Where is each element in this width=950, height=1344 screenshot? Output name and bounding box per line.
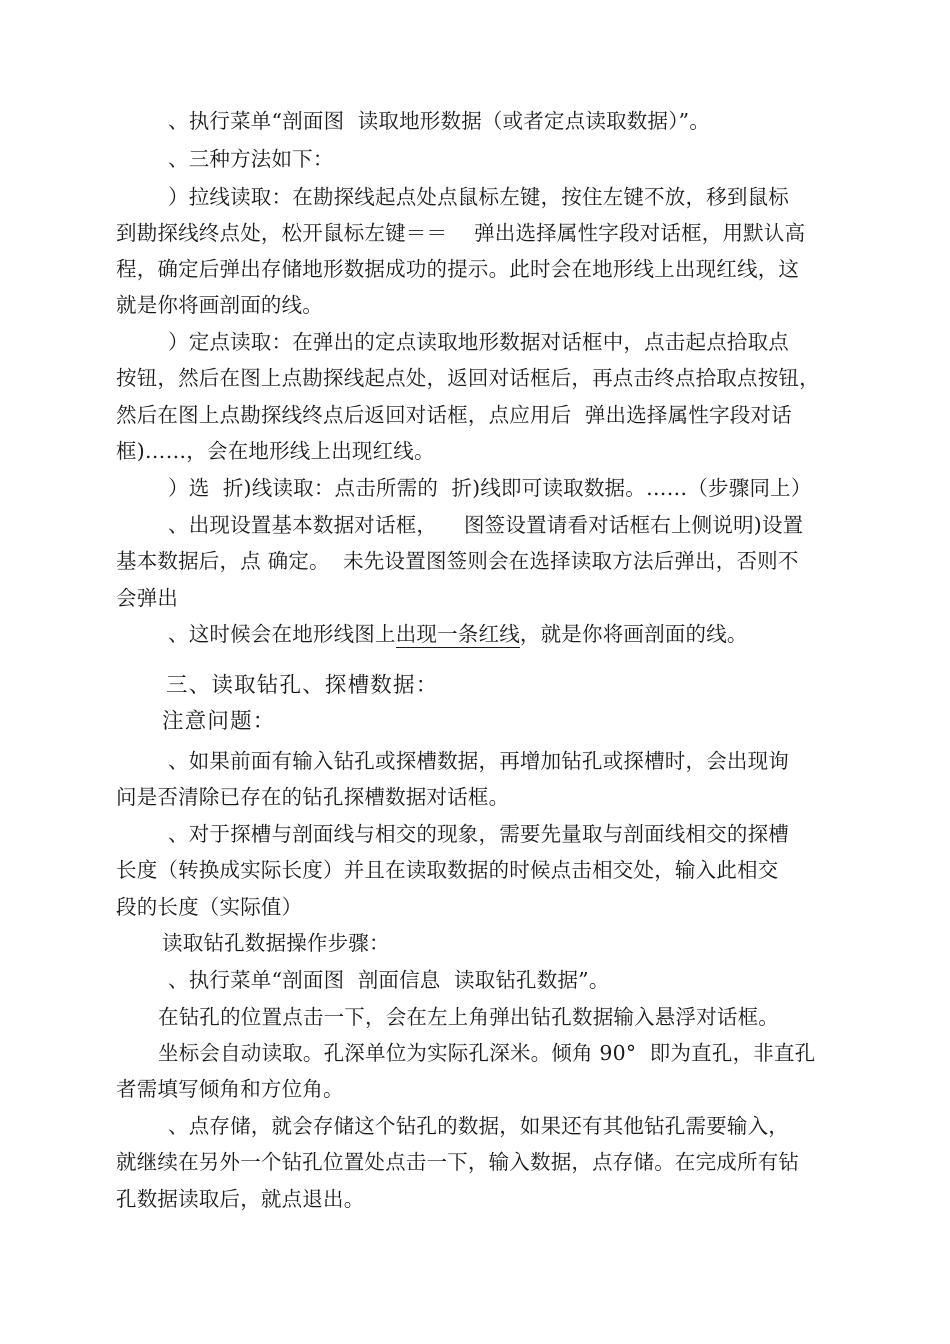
text-line: 坐标会自动读取。孔深单位为实际孔深米。倾角 90° 即为直孔，非直孔 [158,1041,816,1065]
text-line: 者需填写倾角和方位角。 [116,1077,344,1101]
subheading: 注意问题： [162,709,276,734]
text-line: 问是否清除已存在的钻孔探槽数据对话框。 [116,785,510,809]
text-line: 、出现设置基本数据对话框， 图签设置请看对话框右上侧说明)设置 [168,513,804,537]
text-line: ）选 折)线读取：点击所需的 折)线即可读取数据。……（步骤同上） [168,476,812,500]
section-heading: 三、读取钻孔、探槽数据： [166,673,439,698]
text-line: 然后在图上点勘探线终点后返回对话框，点应用后 弹出选择属性字段对话 [116,403,792,427]
text-line: 程，确定后弹出存储地形数据成功的提示。此时会在地形线上出现红线，这 [116,257,800,281]
text-segment: 、这时候会在地形线图上 [168,622,396,646]
text-line: 在钻孔的位置点击一下，会在左上角弹出钻孔数据输入悬浮对话框。 [158,1005,779,1029]
underlined-text: 出现一条红线 [395,622,520,646]
text-line: ）拉线读取：在勘探线起点处点鼠标左键，按住左键不放，移到鼠标 [168,185,789,209]
text-line: 、三种方法如下： [168,147,334,171]
text-line: 、如果前面有输入钻孔或探槽数据，再增加钻孔或探槽时，会出现询 [168,749,789,773]
text-line: 基本数据后，点 确定。 未先设置图签则会在选择读取方法后弹出，否则不 [116,549,799,573]
text-line: 就是你将画剖面的线。 [116,293,323,317]
text-line: ）定点读取：在弹出的定点读取地形数据对话框中，点击起点拾取点 [168,330,789,354]
text-line: 段的长度（实际值） [116,895,303,919]
text-line: 、执行菜单“剖面图 读取地形数据（或者定点读取数据）”。 [168,109,711,133]
text-line: 、点存储，就会存储这个钻孔的数据，如果还有其他钻孔需要输入， [168,1114,789,1138]
text-line: 、对于探槽与剖面线与相交的现象，需要先量取与剖面线相交的探槽 [168,822,789,846]
text-line: 孔数据读取后，就点退出。 [116,1187,365,1211]
text-segment: ，就是你将画剖面的线。 [519,622,748,646]
text-line: 到勘探线终点处，松开鼠标左键＝＝ 弹出选择属性字段对话框，用默认高 [116,221,806,245]
text-line: 读取钻孔数据操作步骤： [162,931,390,955]
text-line [168,621,748,647]
text-line: 框)……，会在地形线上出现红线。 [116,439,435,463]
text-line: 就继续在另外一个钻孔位置处点击一下，输入数据，点存储。在完成所有钻 [116,1150,800,1174]
text-line: 、执行菜单“剖面图 剖面信息 读取钻孔数据”。 [168,968,610,992]
text-line: 按钮，然后在图上点勘探线起点处，返回对话框后，再点击终点拾取点按钮， [116,366,820,390]
text-line: 会弹出 [116,586,179,610]
text-line: 长度（转换成实际长度）并且在读取数据的时候点击相交处，输入此相交 [116,858,779,882]
